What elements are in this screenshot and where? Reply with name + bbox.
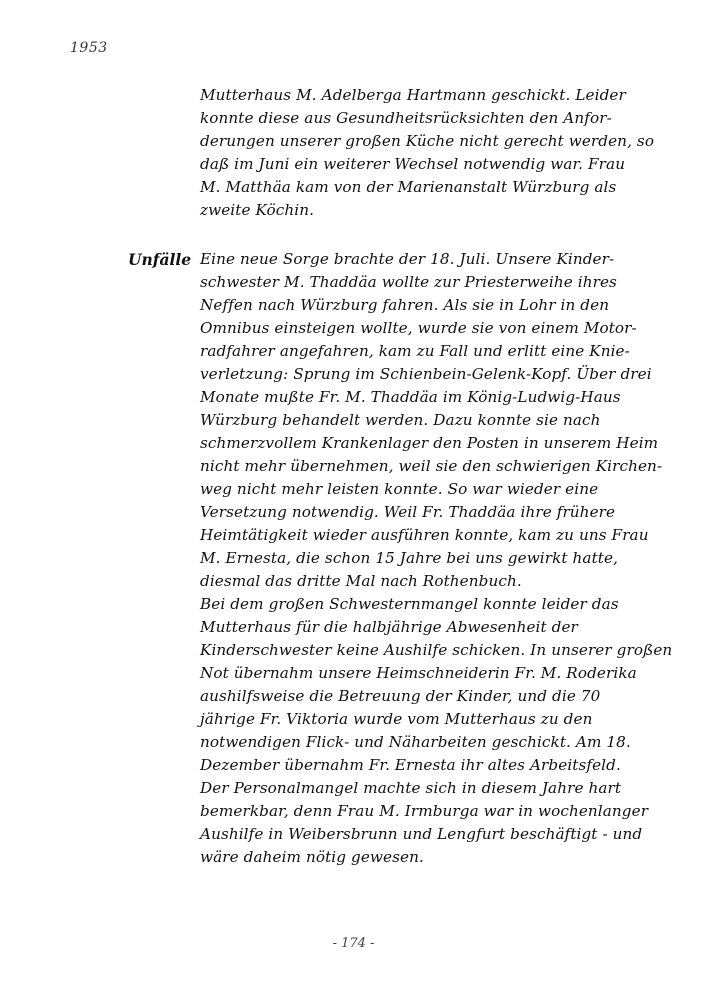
text-line: Neffen nach Würzburg fahren. Als sie in Lohr in den bbox=[200, 296, 610, 314]
text-line: weg nicht mehr leisten konnte. So war wieder eine bbox=[200, 480, 599, 498]
text-line: Bei dem großen Schwesternmangel konnte leider das bbox=[200, 595, 619, 613]
section-margin-label: Unfälle bbox=[128, 250, 192, 269]
text-line: notwendigen Flick- und Näharbeiten geschickt. Am 18. bbox=[200, 733, 631, 751]
text-line: diesmal das dritte Mal nach Rothenbuch. bbox=[200, 572, 522, 590]
text-line: radfahrer angefahren, kam zu Fall und erlitt eine Knie- bbox=[200, 342, 630, 360]
text-line: zweite Köchin. bbox=[200, 201, 315, 219]
text-line: Dezember übernahm Fr. Ernesta ihr altes Arbeitsfeld. bbox=[200, 756, 621, 774]
text-line: Kinderschwester keine Aushilfe schicken. In unserer großen bbox=[200, 641, 673, 659]
text-line: Monate mußte Fr. M. Thaddäa im König-Ludwig-Haus bbox=[200, 388, 621, 406]
text-line: Würzburg behandelt werden. Dazu konnte sie nach bbox=[200, 411, 601, 429]
text-line: Aushilfe in Weibersbrunn und Lengfurt beschäftigt - und bbox=[200, 825, 643, 843]
page-year: 1953 bbox=[70, 40, 108, 56]
text-line: schmerzvollem Krankenlager den Posten in unserem Heim bbox=[200, 434, 659, 452]
text-line: nicht mehr übernehmen, weil sie den schwierigen Kirchen- bbox=[200, 457, 663, 475]
page-number: - 174 - bbox=[332, 936, 375, 951]
text-line: daß im Juni ein weiterer Wechsel notwendig war. Frau bbox=[200, 155, 626, 173]
text-line: aushilfsweise die Betreuung der Kinder, und die 70 bbox=[200, 687, 601, 705]
text-line: Versetzung notwendig. Weil Fr. Thaddäa ihre frühere bbox=[200, 503, 616, 521]
text-line: wäre daheim nötig gewesen. bbox=[200, 848, 424, 866]
paragraph-continued bbox=[200, 84, 655, 222]
text-line: Der Personalmangel machte sich in diesem Jahre hart bbox=[200, 779, 622, 797]
text-line: derungen unserer großen Küche nicht gerecht werden, so bbox=[200, 132, 655, 150]
text-line: Eine neue Sorge brachte der 18. Juli. Unsere Kinder- bbox=[200, 250, 615, 268]
text-line: Mutterhaus M. Adelberga Hartmann geschickt. Leider bbox=[200, 86, 626, 104]
text-line: Omnibus einsteigen wollte, wurde sie von einem Motor- bbox=[200, 319, 637, 337]
text-line: Not übernahm unsere Heimschneiderin Fr. M. Roderika bbox=[200, 664, 637, 682]
text-line: jährige Fr. Viktoria wurde vom Mutterhaus zu den bbox=[200, 710, 593, 728]
section-unfaelle-text bbox=[200, 248, 673, 869]
text-line: schwester M. Thaddäa wollte zur Priesterweihe ihres bbox=[200, 273, 617, 291]
text-line: Heimtätigkeit wieder ausführen konnte, kam zu uns Frau bbox=[200, 526, 649, 544]
text-line: bemerkbar, denn Frau M. Irmburga war in wochenlanger bbox=[200, 802, 649, 820]
text-line: konnte diese aus Gesundheitsrücksichten den Anfor- bbox=[200, 109, 612, 127]
text-line: verletzung: Sprung im Schienbein-Gelenk-Kopf. Über drei bbox=[200, 365, 652, 383]
text-line: Mutterhaus für die halbjährige Abwesenheit der bbox=[200, 618, 578, 636]
text-line: M. Ernesta, die schon 15 Jahre bei uns gewirkt hatte, bbox=[200, 549, 619, 567]
text-line: M. Matthäa kam von der Marienanstalt Würzburg als bbox=[200, 178, 617, 196]
